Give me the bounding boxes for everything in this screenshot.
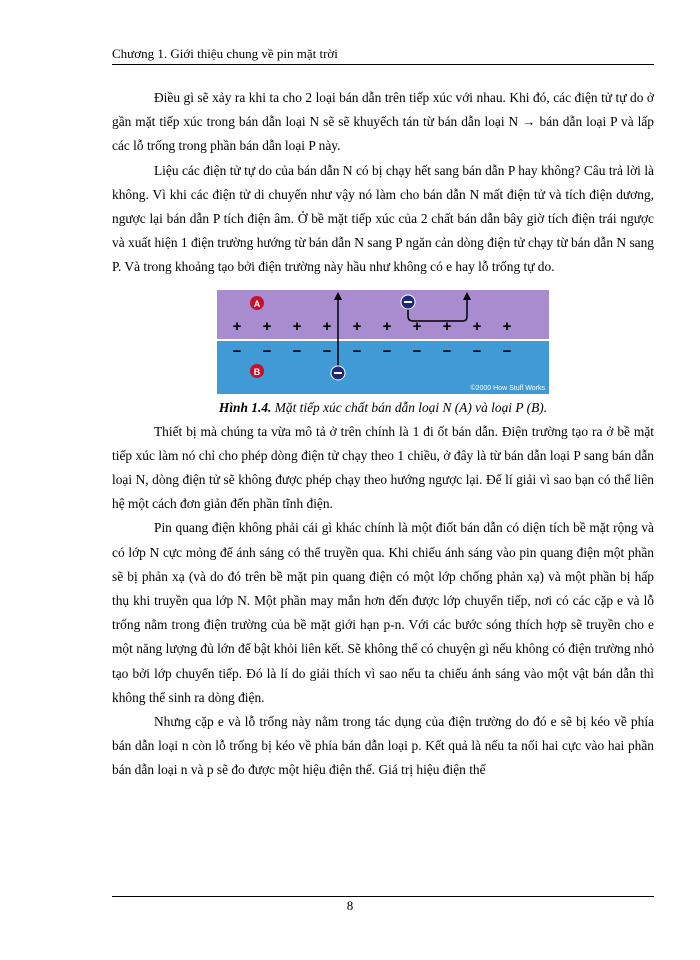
paragraph: Thiết bị mà chúng ta vừa mô tả ở trên chính là 1 đi ốt bán dẫn. Điện trường tạo ra ở bề mặt tiếp xúc làm nó chỉ cho phép dòng điện tử chạy theo 1 chiều, ở đây là từ bán dẫn loại P sang bán dẫn loại N, dòng điện tử sẽ không được phép chạy theo hướng ngược lại. Để lí giải vì sao bạn có thể liên hệ một cách đơn giản đến phần tĩnh điện. xyxy=(112,423,654,512)
electron-minus-icon xyxy=(334,372,342,374)
paragraph: Nhưng cặp e và lỗ trống này nằm trong tác dụng của điện trường do đó e sẽ bị kéo về phía bán dẫn loại n còn lỗ trống bị kéo về phía bán dẫn loại p. Kết quả là nếu ta nối hai cực vào hai phần bán dẫn loại n và p sẽ đo được một hiệu điện thế. Giá trị hiệu điện thế xyxy=(112,714,654,778)
plus-charge: + xyxy=(352,317,362,335)
plus-charge: + xyxy=(502,317,512,335)
minus-charge: − xyxy=(382,342,392,360)
minus-charge: − xyxy=(352,342,362,360)
plus-charge: + xyxy=(382,317,392,335)
header-divider xyxy=(112,64,654,65)
minus-charge: − xyxy=(292,342,302,360)
page-number: 8 xyxy=(346,898,354,913)
copyright-text: ©2000 How Stuff Works xyxy=(470,384,545,392)
plus-charge: + xyxy=(472,317,482,335)
plus-charge: + xyxy=(292,317,302,335)
plus-charge: + xyxy=(232,317,242,335)
minus-charge: − xyxy=(232,342,242,360)
plus-charge: + xyxy=(442,317,452,335)
paragraph: Liệu các điện tử tự do của bán dẫn N có bị chạy hết sang bán dẫn P hay không? Câu trả lời là không. Vì khi các điện tử di chuyển như vậy nó làm cho bán dẫn N mất điện tử và tích điện dương, ngược lại bán dẫn P tích điện âm. Ở bề mặt tiếp xúc của 2 chất bán dẫn bây giờ tích điện trái ngược và xuất hiện 1 điện trường hướng từ bán dẫn N sang P ngăn cản dòng điện tử chạy từ bán dẫn N sang P. Và trong khoảng tạo bởi điện trường này hầu như không có e hay lỗ trống tự do. xyxy=(112,162,654,275)
minus-charge: − xyxy=(322,342,332,360)
minus-charge: − xyxy=(502,342,512,360)
page-content xyxy=(112,86,654,783)
paragraph: Pin quang điện không phải cái gì khác chính là một điốt bán dẫn có diện tích bề mặt rộng và có lớp N cực mỏng để ánh sáng có thể truyền qua. Khi chiếu ánh sáng vào pin quang điện một phần sẽ bị phản xạ (và do đó trên bề mặt pin quang điện có một lớp chống phản xạ) và một phần bị hấp thụ khi truyền qua lớp N. Một phần may mắn hơn đến được lớp chuyển tiếp, nơi có các cặp e và lỗ trống nằm trong điện trường của bề mặt giới hạn p-n. Với các bước sóng thích hợp sẽ truyền cho e một năng lượng đủ lớn để bật khỏi liên kết. Sẽ không thể có chuyện gì nếu không có điện trường nhỏ tạo bởi lớp chuyển tiếp. Đó là lí do giải thích vì sao nếu ta chiếu ánh sáng vào một vật bán dẫn thì không thể sinh ra dòng điện. xyxy=(112,520,654,705)
paragraph: Điều gì sẽ xảy ra khi ta cho 2 loại bán dẫn trên tiếp xúc với nhau. Khi đó, các điện tử tự do ở gần mặt tiếp xúc trong bán dẫn loại N sẽ sẽ khuyếch tán từ bán dẫn loại N → bán dẫn loại P và lấp các lỗ trống trong phần bán dẫn loại P này. xyxy=(112,90,654,154)
plus-charge: + xyxy=(322,317,332,335)
page-header: Chương 1. Giới thiệu chung về pin mặt trời xyxy=(112,46,338,61)
label-a: A xyxy=(253,298,261,309)
caption-text: Mặt tiếp xúc chất bán dẫn loại N (A) và loại P (B). xyxy=(271,399,548,415)
minus-charge: − xyxy=(412,342,422,360)
minus-charge: − xyxy=(472,342,482,360)
caption-prefix: Hình 1.4. xyxy=(218,399,272,415)
footer-divider xyxy=(112,896,654,897)
pn-junction-diagram xyxy=(217,290,549,394)
plus-charge: + xyxy=(412,317,422,335)
label-b: B xyxy=(253,366,261,377)
minus-charge: − xyxy=(442,342,452,360)
electron-minus-icon xyxy=(404,301,412,303)
plus-charge: + xyxy=(262,317,272,335)
pn-junction-figure xyxy=(217,290,549,394)
minus-charge: − xyxy=(262,342,272,360)
figure-caption xyxy=(112,396,654,420)
